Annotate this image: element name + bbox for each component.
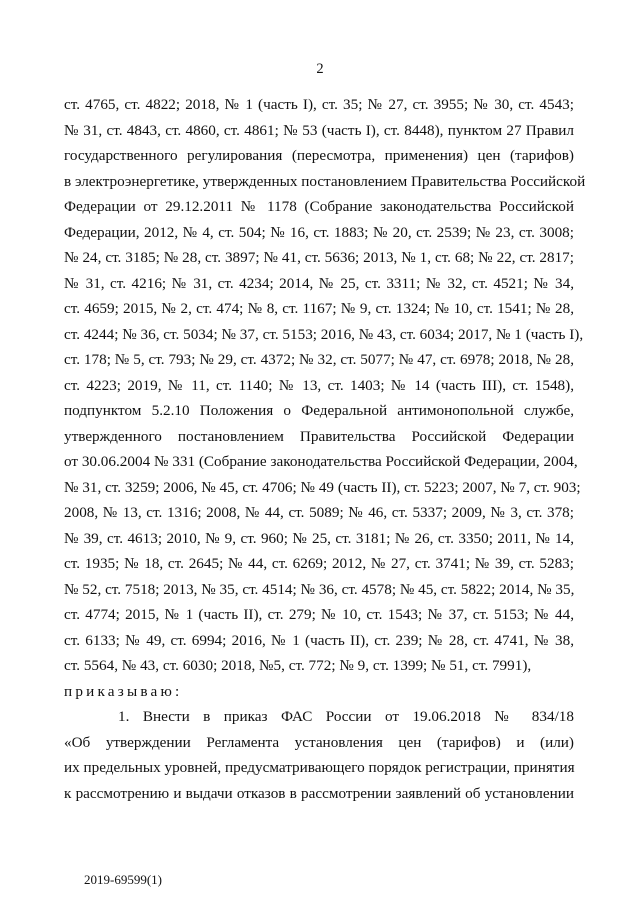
text-line: к рассмотрению и выдачи отказов в рассмотрении заявлений об установлении <box>64 784 574 802</box>
page-number: 2 <box>316 61 324 77</box>
text-line: ст. 4244; № 36, ст. 5034; № 37, ст. 5153; 2016, № 43, ст. 6034; 2017, № 1 (часть I), <box>64 325 584 343</box>
text-line: № 31, ст. 4216; № 31, ст. 4234; 2014, № 25, ст. 3311; № 32, ст. 4521; № 34, <box>64 274 574 292</box>
text-line: ст. 4774; 2015, № 1 (часть II), ст. 279; № 10, ст. 1543; № 37, ст. 5153; № 44, <box>64 606 574 623</box>
text-line: ст. 4659; 2015, № 2, ст. 474; № 8, ст. 1167; № 9, ст. 1324; № 10, ст. 1541; № 28, <box>64 300 574 317</box>
document-code: 2019-69599(1) <box>84 872 162 887</box>
text-line: ст. 1935; № 18, ст. 2645; № 44, ст. 6269; 2012, № 27, ст. 3741; № 39, ст. 5283; <box>64 555 574 572</box>
text-line: 2008, № 13, ст. 1316; 2008, № 44, ст. 5089; № 46, ст. 5337; 2009, № 3, ст. 378; <box>64 504 574 521</box>
document-body <box>64 92 586 806</box>
text-line: подпунктом 5.2.10 Положения о Федеральной антимонопольной службе, <box>64 402 574 419</box>
text-line: «Об утверждении Регламента установления цен (тарифов) и (или) <box>64 733 574 751</box>
text-line: Федерации, 2012, № 4, ст. 504; № 16, ст. 1883; № 20, ст. 2539; № 23, ст. 3008; <box>64 223 574 241</box>
text-line: ст. 4765, ст. 4822; 2018, № 1 (часть I), ст. 35; № 27, ст. 3955; № 30, ст. 4543; <box>64 96 574 113</box>
text-line: № 52, ст. 7518; 2013, № 35, ст. 4514; № 36, ст. 4578; № 45, ст. 5822; 2014, № 35, <box>64 580 575 598</box>
text-line: государственного регулирования (пересмотра, применения) цен (тарифов) <box>64 147 574 164</box>
text-line: их предельных уровней, предусматривающего порядок регистрации, принятия <box>64 759 575 776</box>
text-line: утвержденного постановлением Правительства Российской Федерации <box>64 427 574 445</box>
text-line: № 31, ст. 4843, ст. 4860, ст. 4861; № 53 (часть I), ст. 8448), пунктом 27 Правил <box>64 121 574 139</box>
order-word: приказываю: <box>64 682 183 700</box>
text-line: № 24, ст. 3185; № 28, ст. 3897; № 41, ст. 5636; 2013, № 1, ст. 68; № 22, ст. 2817; <box>64 249 574 266</box>
text-line: ст. 5564, № 43, ст. 6030; 2018, №5, ст. 772; № 9, ст. 1399; № 51, ст. 7991), <box>64 657 532 674</box>
clause-1-line: 1. Внести в приказ ФАС России от 19.06.2018 № 834/18 <box>118 708 574 725</box>
text-line: Федерации от 29.12.2011 № 1178 (Собрание законодательства Российской <box>64 198 574 215</box>
text-line: ст. 4223; 2019, № 11, ст. 1140; № 13, ст. 1403; № 14 (часть III), ст. 1548), <box>64 376 574 394</box>
text-line: ст. 178; № 5, ст. 793; № 29, ст. 4372; № 32, ст. 5077; № 47, ст. 6978; 2018, № 28, <box>64 351 574 368</box>
text-line: № 31, ст. 3259; 2006, № 45, ст. 4706; № 49 (часть II), ст. 5223; 2007, № 7, ст. 903; <box>64 478 581 496</box>
text-line: № 39, ст. 4613; 2010, № 9, ст. 960; № 25, ст. 3181; № 26, ст. 3350; 2011, № 14, <box>64 529 574 547</box>
text-line: в электроэнергетике, утвержденных постановлением Правительства Российской <box>64 172 586 190</box>
text-line: от 30.06.2004 № 331 (Собрание законодательства Российской Федерации, 2004, <box>64 453 578 470</box>
text-line: ст. 6133; № 49, ст. 6994; 2016, № 1 (часть II), ст. 239; № 28, ст. 4741, № 38, <box>64 631 574 649</box>
